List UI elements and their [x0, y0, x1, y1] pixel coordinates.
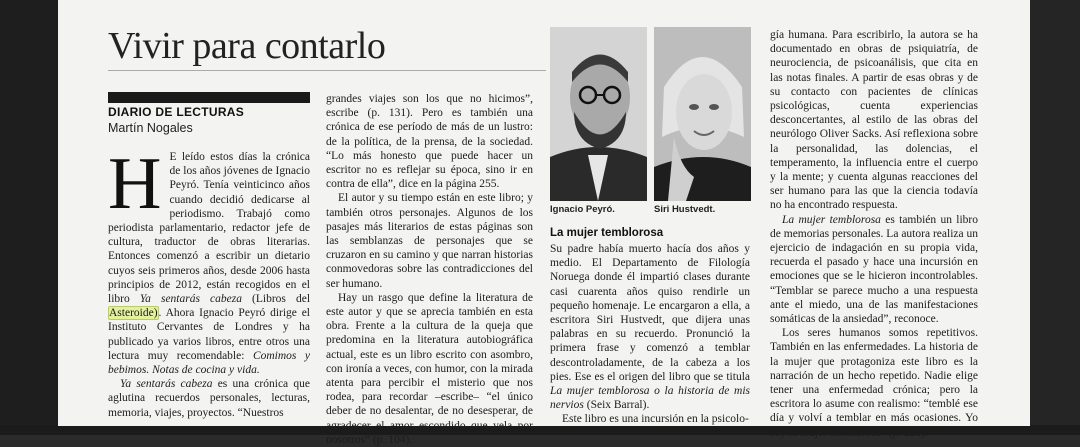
dropcap: H	[108, 143, 162, 225]
headline-rule	[108, 70, 546, 71]
paragraph: grandes viajes son los que no hicimos”, escribe (p. 131). Pero es también una crónica de ese período de más de un lustro: de la política, de la prensa, de la sociedad. “Lo más honesto que puede hacer un escritor no es reflejar su época, sino ir en contra de ella”, dice en la página 255.	[326, 93, 533, 191]
paragraph-text: . Ahora Ignacio Peyró dirige el Instituto Cervantes de Londres y ha publicado ya varios libros, entre otros una lectura muy recomendable:	[108, 307, 310, 362]
paragraph-text: E leído estos días la crónica de los años jóvenes de Ignacio Peyró. Tenía veinticinco años cuando decidió dedicarse al periodismo. Trabajó como periodista parlamentario, redactor jefe de cultura, traductor de obras literarias. Entonces comenzó a escribir un dietario cuyos seis primeros años, desde 2006 hasta principios de 2012, están recogidos en el libro	[108, 151, 310, 306]
portrait-man	[550, 27, 647, 201]
section-label: DIARIO DE LECTURAS	[108, 105, 245, 119]
highlighted-text: Asteroide)	[109, 307, 158, 320]
paragraph	[108, 143, 311, 377]
photo-caption: Ignacio Peyró.	[550, 204, 615, 215]
book-title: Ya sentarás cabeza	[120, 378, 213, 391]
column-4	[770, 28, 978, 440]
headline: Vivir para contarlo	[108, 25, 386, 67]
paragraph: gía humana. Para escribirlo, la autora se ha documentado en obras de psiquiatría, de neurociencia, de psicoanálisis, que cita en las notas finales. A partir de esas obras y de su contacto con pacientes de clínicas psicológicas, cuenta experiencias desconcertantes, al estilo de las obras del neurólogo Oliver Sacks. Así reflexiona sobre la personalidad, las dolencias, el temperamento, la influencia entre el cuerpo y la mente; y cuenta algunas reacciones del ser humano para las que la ciencia todavía no ha encontrado respuesta.	[770, 29, 978, 212]
book-title: La mujer temblorosa o la historia de mis nervios	[550, 385, 750, 412]
paragraph-text: (Seix Barral).	[586, 399, 650, 412]
paragraph-text: Su padre había muerto hacía dos años y medio. El Departamento de Filología Noruega donde él impartió clases durante casi cuarenta años quiso rendirle un pequeño homenaje. Le encargaron a ella, a escritora Siri Hustvedt, que dijera unas palabras en su recuerdo. Pronunció la primera frase y comenzó a temblar descontroladamente, de la cabeza a los pies. Ese es el origen del libro que se titula	[550, 243, 750, 383]
paragraph: Hay un rasgo que define la literatura de este autor y que se aprecia también en esta obra. Frente a la cultura de la queja que predomina en la literatura autobiográfica actual, este es un libro escrito con asombro, con ironía a veces, con humor, con la mirada atenta para percibir el misterio que nos rodea, para recordar –escribe– “el único deber de no desalentar, de no desesperar, de agradecer el amor escondido que vela por nosotros” (p. 104).	[326, 291, 533, 446]
paragraph-text: es una crónica que aglutina recuerdos personales, lecturas, memoria, viajes, proyectos. “Nuestros	[108, 378, 310, 419]
column-3	[550, 242, 750, 427]
portrait-woman	[654, 27, 751, 201]
newspaper-page	[58, 0, 1030, 446]
book-title: Comimos y bebimos. Notas de cocina y vida.	[108, 349, 310, 377]
background-right	[1030, 0, 1080, 435]
paragraph: Los seres humanos somos repetitivos. También en las enfermedades. La historia de la mujer que protagoniza este libro es la narración de un hecho repetido. Nadie elige tener una enfermedad crónica; pero la escritora lo asume con realismo: “temblé ese día y volví a temblar en más ocasiones. Yo soy la mujer temblorosa” (p. 220).	[770, 327, 978, 439]
photo-ignacio-peyro	[550, 27, 647, 201]
paragraph: El autor y su tiempo están en este libro; y también otros personajes. Algunos de los pasajes más literarios de estas páginas son las semblanzas de personajes que se cruzaron en su camino y que narran historias conmovedoras sobre las contradicciones del ser humano.	[326, 192, 533, 290]
photo-caption: Siri Hustvedt.	[654, 204, 716, 215]
paragraph	[108, 377, 310, 420]
column-1	[108, 143, 311, 420]
section-bar	[108, 92, 310, 103]
paragraph	[770, 213, 978, 327]
book-title: La mujer temblorosa	[782, 213, 881, 226]
paragraph-text: es también un libro de memorias personales. La autora realiza un ejercicio de indagación en su propia vida, recuerda el pasado y hace una incursión en emociones que se le hicieron incontrolables. “Temblar se parece mucho a una respuesta ante el miedo, una de las manifestaciones somáticas de la ansiedad”, reconoce.	[770, 213, 978, 326]
paragraph	[550, 242, 750, 412]
column-2	[326, 92, 533, 447]
subheading: La mujer temblorosa	[550, 227, 664, 239]
paragraph-text: (Libros del	[252, 293, 311, 306]
author-byline: Martín Nogales	[108, 121, 193, 135]
book-title: Ya sentarás cabeza	[139, 293, 242, 306]
photo-siri-hustvedt	[654, 27, 751, 201]
background-left	[0, 0, 58, 435]
paragraph: Este libro es una incursión en la psicolo-	[562, 413, 749, 426]
